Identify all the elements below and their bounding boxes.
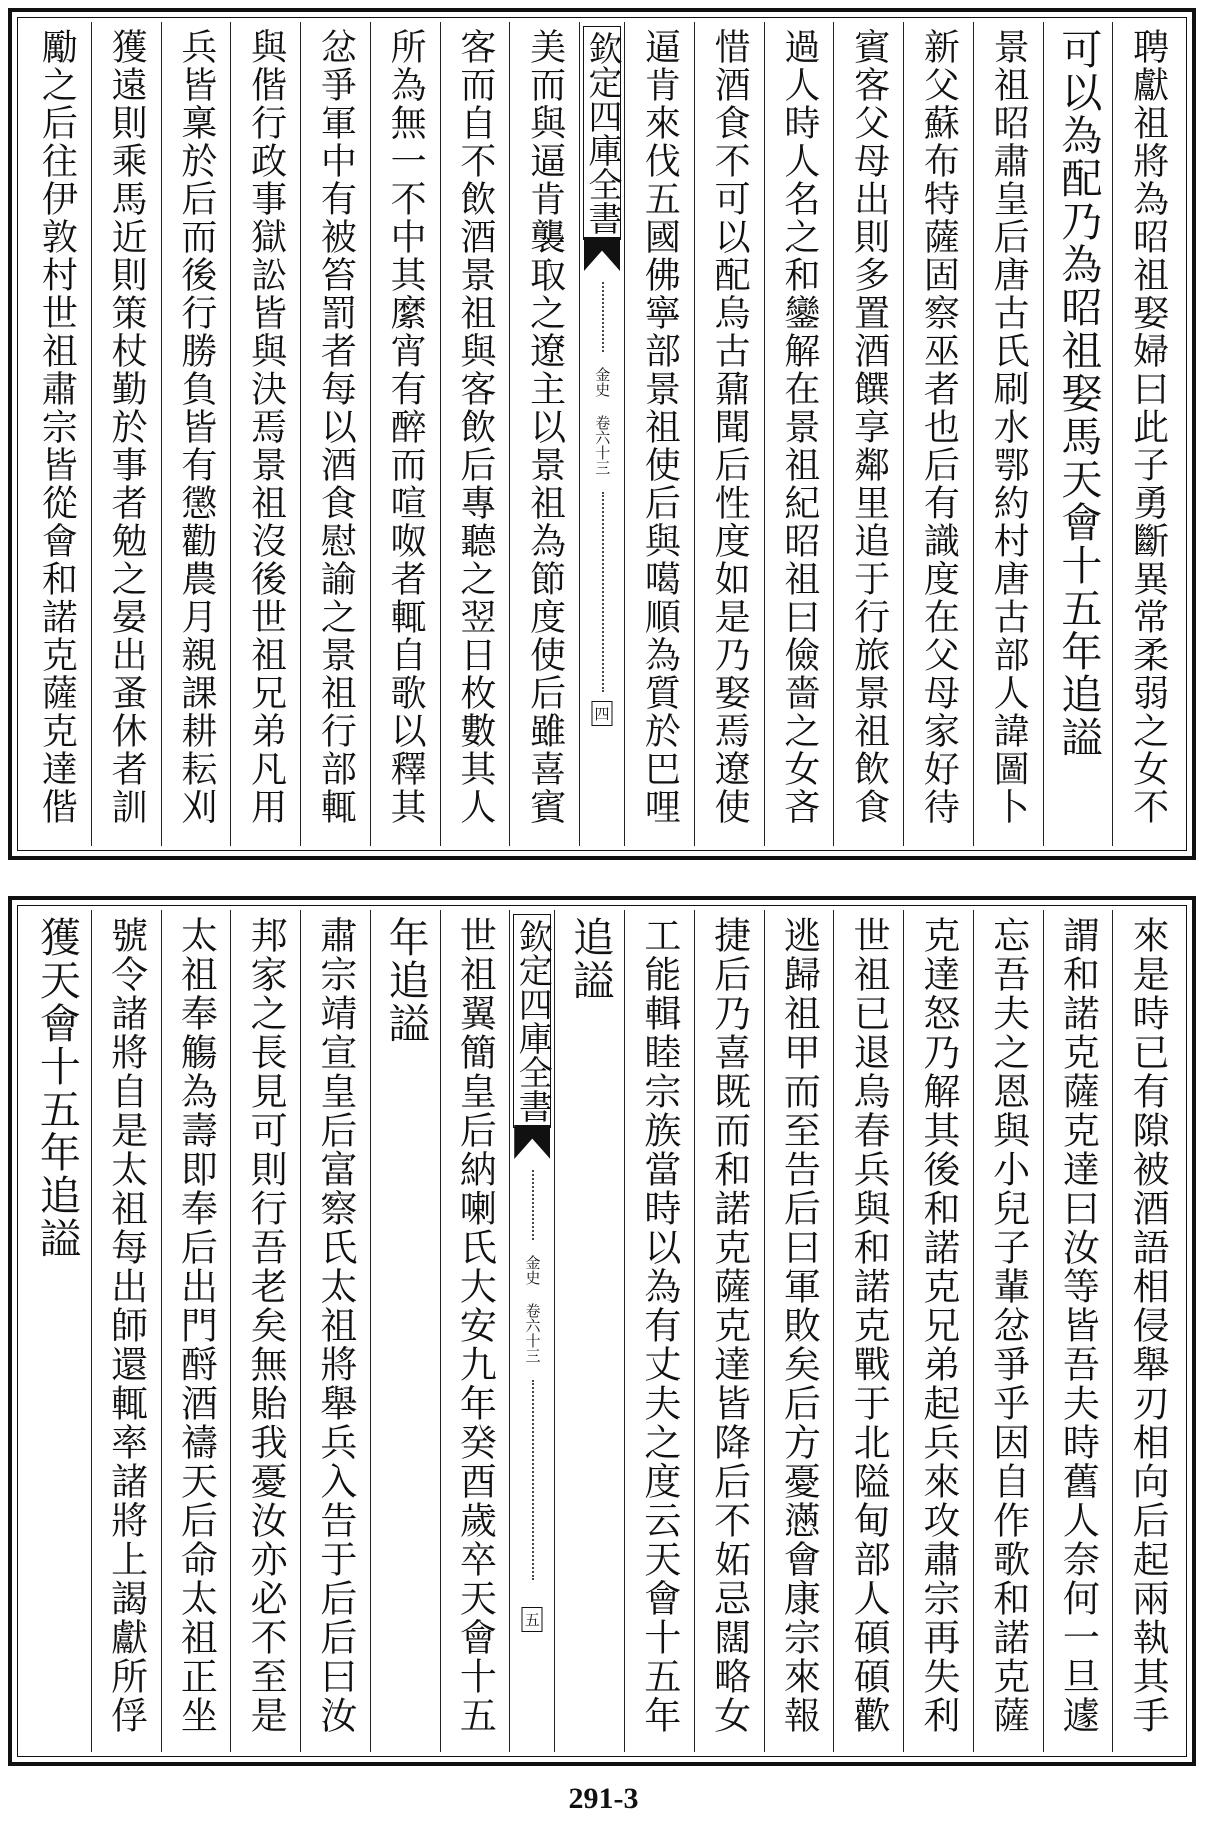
lower-page (8, 896, 1196, 1766)
text-column (764, 22, 834, 846)
column-text: 可以為配乃為昭祖娶馬天會十五年追謚 (1054, 28, 1103, 759)
text-column (833, 910, 903, 1752)
upper-page-columns (22, 22, 1182, 846)
spine-volume-label: 金史 卷六十三 (523, 1255, 542, 1363)
text-column (300, 22, 370, 846)
text-column (230, 910, 300, 1752)
text-column (694, 22, 764, 846)
text-column (1112, 910, 1182, 1752)
column-text: 勵之后往伊敦村世祖肅宗皆從會和諾克薩克達偕 (36, 28, 78, 826)
text-column (91, 910, 161, 1752)
column-text: 追謚 (566, 916, 615, 1002)
text-column (903, 910, 973, 1752)
column-text: 號令諸將自是太祖每出師還輒率諸將上謁獻所俘 (104, 916, 148, 1735)
column-text: 過人時人名之和鑾解在景祖紀昭祖曰儉嗇之女吝 (778, 28, 820, 826)
text-column (161, 910, 231, 1752)
column-text: 兵皆稟於后而後行勝負皆有懲勸農月親課耕耘刈 (175, 28, 217, 826)
text-column (161, 22, 231, 846)
fishtail-mark-icon (584, 237, 620, 271)
text-column (91, 22, 161, 846)
column-text: 世祖已退烏春兵與和諾克戰于北隘甸部人碩碩歡 (847, 916, 891, 1735)
text-column (230, 22, 300, 846)
column-text: 來是時已有隙被酒語相侵舉刃相向后起兩執其手 (1126, 916, 1170, 1735)
column-text: 年追謚 (381, 916, 430, 1045)
column-text: 賓客父母出則多置酒饌享鄰里追于行旅景祖飲食 (848, 28, 890, 826)
column-text: 忘吾夫之恩與小兒子輩忿爭乎因自作歌和諾克薩 (986, 916, 1030, 1735)
column-text: 謂和諾克薩克達曰汝等皆吾夫時舊人奈何一旦遽 (1056, 916, 1100, 1735)
column-text: 景祖昭肅皇后唐古氏刷水鄂約村唐古部人諱圖卜 (988, 28, 1030, 826)
text-column (764, 910, 834, 1752)
text-column (1043, 910, 1113, 1752)
spine-volume-label: 金史 卷六十三 (593, 367, 612, 475)
text-column (1043, 22, 1113, 846)
dotted-rule (532, 1170, 534, 1240)
text-column (833, 22, 903, 846)
spine-title: 欽定四庫全書 (513, 914, 551, 1128)
text-column (903, 22, 973, 846)
upper-page (8, 8, 1196, 860)
leaf-number: 四 (591, 701, 612, 726)
text-column (973, 910, 1043, 1752)
column-text: 逼肯來伐五國佛寧部景祖使后與噶順為質於巴哩 (639, 28, 681, 826)
column-text: 與偕行政事獄訟皆與決焉景祖沒後世祖兄弟凡用 (245, 28, 287, 826)
column-text: 肅宗靖宣皇后富察氏太祖將舉兵入告于后后曰汝 (313, 916, 357, 1735)
text-column (370, 22, 440, 846)
text-column (370, 910, 440, 1752)
column-text: 邦家之長見可則行吾老矣無貽我憂汝亦必不至是 (244, 916, 288, 1735)
column-text: 所為無一不中其縻宵有醉而喧呶者輒自歌以釋其 (385, 28, 427, 826)
text-column (694, 910, 764, 1752)
column-text: 惜酒食不可以配烏古鼐聞后性度如是乃娶焉遼使 (709, 28, 751, 826)
column-text: 獲天會十五年追謚 (32, 916, 81, 1260)
book-spine (579, 22, 624, 846)
page-number-footer: 291-3 (568, 1782, 639, 1815)
column-text: 世祖翼簡皇后納喇氏大安九年癸酉歲卒天會十五 (453, 916, 497, 1735)
text-column (973, 22, 1043, 846)
column-text: 新父蘇布特薩固察巫者也后有識度在父母家好待 (918, 28, 960, 826)
dotted-rule (532, 1380, 534, 1580)
text-column (1112, 22, 1182, 846)
column-text: 太祖奉觴為壽即奉后出門酹酒禱天后命太祖正坐 (174, 916, 218, 1735)
dotted-rule (602, 282, 604, 352)
column-text: 聘獻祖將為昭祖娶婦曰此子勇斷異常柔弱之女不 (1127, 28, 1169, 826)
column-text: 忿爭軍中有被笞罰者每以酒食慰諭之景祖行部輒 (315, 28, 357, 826)
dotted-rule (602, 492, 604, 692)
text-column (300, 910, 370, 1752)
leaf-number: 五 (522, 1607, 543, 1632)
fishtail-mark-icon (514, 1125, 550, 1159)
column-text: 逃歸祖甲而至告后曰軍敗矣后方憂懣會康宗來報 (777, 916, 821, 1735)
text-column (440, 910, 510, 1752)
column-text: 克達怒乃解其後和諾克兄弟起兵來攻肅宗再失利 (916, 916, 960, 1735)
text-column (22, 910, 91, 1752)
column-text: 工能輯睦宗族當時以為有丈夫之度云天會十五年 (637, 916, 681, 1735)
lower-page-columns (22, 910, 1182, 1752)
column-text: 客而自不飲酒景祖與客飲后專聽之翌日枚數其人 (454, 28, 496, 826)
text-column (624, 22, 694, 846)
column-text: 捷后乃喜既而和諾克薩克達皆降后不妬忌闊略女 (707, 916, 751, 1735)
spine-title: 欽定四庫全書 (583, 26, 621, 240)
text-column (554, 910, 624, 1752)
column-text: 美而與逼肯襲取之遼主以景祖為節度使后雖喜賓 (524, 28, 566, 826)
text-column (509, 22, 579, 846)
text-column (624, 910, 694, 1752)
book-spine (509, 910, 554, 1752)
text-column (22, 22, 91, 846)
text-column (440, 22, 510, 846)
column-text: 獲遠則乘馬近則策杖勤於事者勉之晏出蚤休者訓 (106, 28, 148, 826)
